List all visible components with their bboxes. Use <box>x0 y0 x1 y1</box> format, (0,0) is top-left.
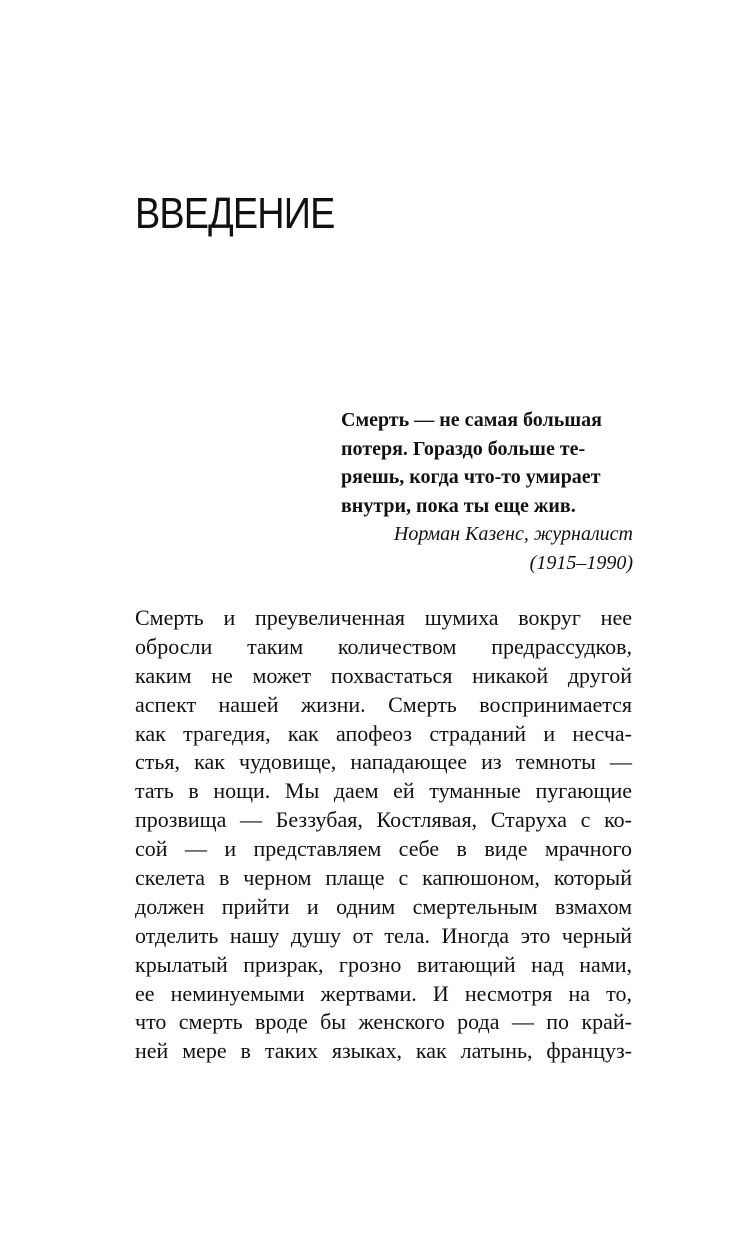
epigraph-line: Смерть — не самая большая <box>341 409 603 431</box>
body-line: ее неминуемыми жертвами. И несмотря на то, <box>135 980 632 1006</box>
body-line: крылатый призрак, грозно витающий над нами, <box>135 951 632 977</box>
epigraph-quote <box>341 406 633 520</box>
epigraph-line: внутри, пока ты еще жив. <box>341 494 576 517</box>
body-line: обросли таким количеством предрассудков, <box>135 633 632 659</box>
body-line: стья, как чудовище, нападающее из темноты — <box>135 749 632 775</box>
body-line: отделить нашу душу от тела. Иногда это черный <box>135 922 632 948</box>
epigraph <box>341 406 633 577</box>
body-line: сой — и представляем себе в виде мрачного <box>135 836 632 862</box>
chapter-title: ВВЕДЕНИЕ <box>135 189 335 238</box>
body-line: каким не может похвастаться никакой другой <box>135 662 632 688</box>
body-paragraph <box>135 604 632 1066</box>
body-line: Смерть и преувеличенная шумиха вокруг нее <box>135 605 632 630</box>
epigraph-years: (1915–1990) <box>529 551 633 574</box>
body-line: что смерть вроде бы женского рода — по край- <box>135 1009 632 1035</box>
body-line: тать в нощи. Мы даем ей туманные пугающие <box>135 778 632 804</box>
body-line: аспект нашей жизни. Смерть воспринимается <box>135 691 632 717</box>
epigraph-attribution <box>341 520 633 577</box>
body-line: прозвища — Беззубая, Костлявая, Старуха с ко- <box>135 807 632 833</box>
body-line: должен прийти и одним смертельным взмахом <box>135 893 632 919</box>
body-line: как трагедия, как апофеоз страданий и несча- <box>135 720 632 746</box>
epigraph-line: ряешь, когда что-то умирает <box>341 466 601 488</box>
epigraph-line: потеря. Гораздо больше те- <box>341 437 586 460</box>
epigraph-author: Норман Казенс, журналист <box>393 523 633 545</box>
body-line: ней мере в таких языках, как латынь, француз- <box>135 1038 632 1064</box>
body-line: скелета в черном плаще с капюшоном, который <box>135 865 632 891</box>
